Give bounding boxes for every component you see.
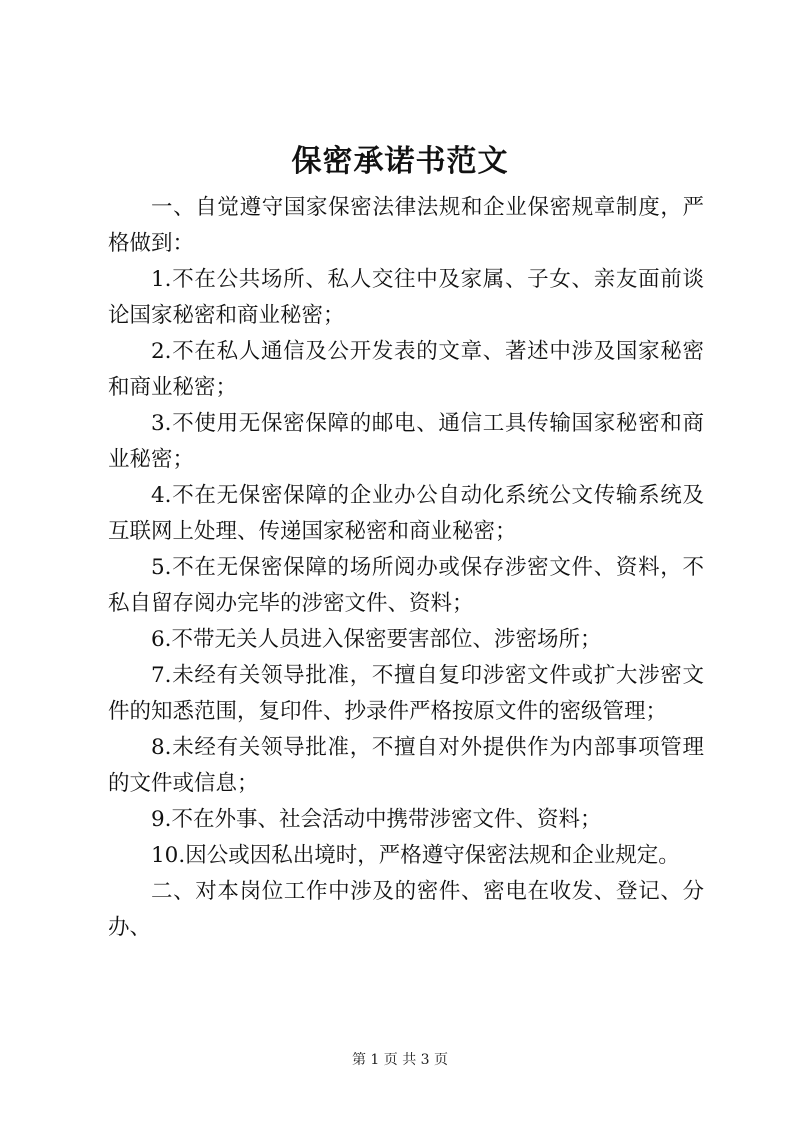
- paragraph-item-6: 6.不带无关人员进入保密要害部位、涉密场所；: [151, 627, 602, 652]
- paragraph-item-2: 2.不在私人通信及公开发表的文章、著述中涉及国家秘密和商业秘密；: [108, 339, 704, 400]
- paragraph-section-2: 二、对本岗位工作中涉及的密件、密电在收发、登记、分办、: [108, 879, 704, 940]
- paragraph-item-3: 3.不使用无保密保障的邮电、通信工具传输国家秘密和商业秘密；: [108, 411, 704, 472]
- paragraph-item-10: 10.因公或因私出境时，严格遵守保密法规和企业规定。: [151, 843, 680, 868]
- paragraph-item-1: 1.不在公共场所、私人交往中及家属、子女、亲友面前谈论国家秘密和商业秘密；: [108, 267, 704, 328]
- paragraph-item-7: 7.未经有关领导批准，不擅自复印涉密文件或扩大涉密文件的知悉范围，复印件、抄录件严格按原文件的密级管理；: [108, 663, 704, 724]
- paragraph-item-8: 8.未经有关领导批准，不擅自对外提供作为内部事项管理的文件或信息；: [108, 735, 704, 796]
- document-title: 保密承诺书范文: [291, 144, 509, 179]
- paragraph-section-1: 一、自觉遵守国家保密法律法规和企业保密规章制度，严格做到：: [108, 195, 704, 256]
- page-footer: 第 1 页 共 3 页: [351, 1052, 449, 1068]
- paragraph-item-5: 5.不在无保密保障的场所阅办或保存涉密文件、资料，不私自留存阅办完毕的涉密文件、资料；: [108, 555, 704, 616]
- document-body: [108, 190, 704, 946]
- paragraph-item-9: 9.不在外事、社会活动中携带涉密文件、资料；: [151, 807, 602, 832]
- paragraph-item-4: 4.不在无保密保障的企业办公自动化系统公文传输系统及互联网上处理、传递国家秘密和商业秘密；: [108, 483, 704, 544]
